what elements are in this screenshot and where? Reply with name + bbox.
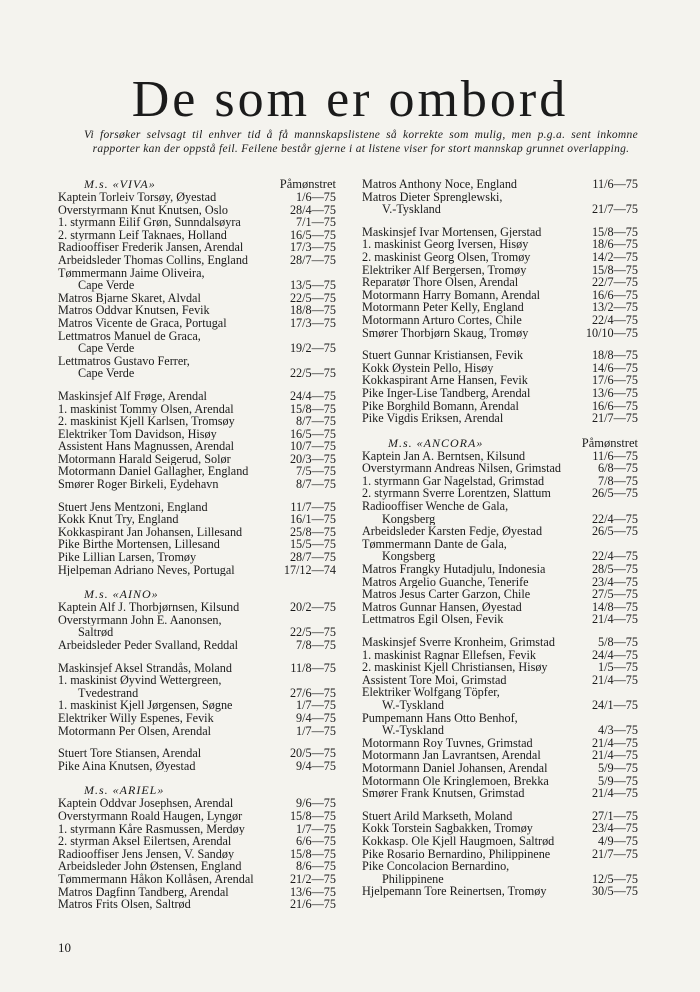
crew-name: Kaptein Torleiv Torsøy, Øyestad [58, 191, 217, 204]
crew-row [58, 254, 336, 267]
crew-row [58, 662, 336, 675]
signed-on-date: 18/6—75 [591, 237, 638, 252]
crew-name: Elektriker Wolfgang Töpfer, [362, 686, 500, 699]
signed-on-date: 1/5—75 [598, 660, 638, 675]
signed-on-date: 19/2—75 [289, 341, 336, 356]
crew-name: Kaptein Jan A. Berntsen, Kilsund [362, 449, 526, 463]
crew-name: Matros Argelio Guanche, Tenerife [362, 575, 529, 589]
signed-on-date: 11/6—75 [592, 448, 638, 463]
crew-name: Stuert Gunnar Kristiansen, Fevik [362, 349, 524, 362]
crew-name: W.-Tyskland [382, 724, 444, 737]
crew-row [362, 525, 638, 538]
crew-row [362, 178, 638, 191]
crew-name: Assistent Hans Magnussen, Arendal [58, 440, 235, 453]
crew-row [362, 203, 638, 216]
crew-name: Maskinsjef Alf Frøge, Arendal [58, 389, 207, 403]
crew-row [58, 712, 336, 725]
crew-row [362, 251, 638, 264]
signed-on-date: 16/5—75 [289, 227, 336, 242]
crew-row [58, 317, 336, 330]
crew-row [58, 390, 336, 403]
signed-on-date: 16/6—75 [591, 398, 638, 413]
crew-row [362, 835, 638, 848]
signed-on-heading: Påmønstret [581, 435, 638, 450]
signed-on-date: 6/8—75 [598, 461, 638, 476]
signed-on-date: 22/5—75 [289, 366, 336, 381]
signed-on-date: 27/6—75 [289, 685, 336, 700]
signed-on-date: 21/6—75 [289, 897, 336, 912]
crew-row [58, 687, 336, 700]
crew-name: 2. maskinist Kjell Christiansen, Hisøy [362, 661, 548, 674]
crew-name: Reparatør Thore Olsen, Arendal [362, 276, 519, 289]
crew-name: Motormann Ole Kringlemoen, Brekka [362, 774, 549, 788]
signed-on-date: 12/5—75 [591, 871, 638, 886]
signed-on-date: 27/1—75 [591, 808, 638, 823]
ship-section [58, 178, 336, 576]
crew-row [58, 848, 336, 861]
crew-row [362, 674, 638, 687]
crew-name: Tvedestrand [78, 686, 139, 700]
ship-section [58, 784, 336, 910]
ship-heading [58, 178, 336, 191]
signed-on-date: 21/4—75 [591, 735, 638, 750]
signed-on-date: 21/4—75 [591, 612, 638, 627]
signed-on-date: 15/5—75 [289, 537, 336, 552]
crew-name: Stuert Arild Markseth, Moland [362, 809, 513, 823]
crew-name: Pike Rosario Bernardino, Philippinene [362, 847, 551, 861]
signed-on-heading: Påmønstret [279, 177, 336, 191]
crew-row [58, 823, 336, 836]
signed-on-date: 22/4—75 [591, 312, 638, 327]
ship-name: M.s. «ARIEL» [84, 783, 165, 798]
signed-on-date: 21/7—75 [591, 411, 638, 426]
signed-on-date: 23/4—75 [591, 574, 638, 589]
crew-name: Stuert Tore Stiansen, Arendal [58, 747, 202, 760]
crew-name: Elektriker Alf Bergersen, Tromøy [362, 263, 527, 277]
crew-group [58, 501, 336, 577]
crew-name: Matros Vicente de Graca, Portugal [58, 316, 227, 330]
ship-heading [362, 437, 638, 450]
crew-name: Pike Inger-Lise Tandberg, Arendal [362, 386, 531, 400]
signed-on-date: 13/2—75 [591, 300, 638, 315]
crew-name: 1. maskinist Øyvind Wettergreen, [58, 674, 222, 687]
crew-row [362, 487, 638, 500]
signed-on-date: 13/5—75 [289, 278, 336, 293]
crew-row [362, 462, 638, 475]
crew-group [362, 178, 638, 216]
crew-name: Motormann Daniel Johansen, Arendal [362, 761, 548, 775]
crew-name: Matros Frits Olsen, Saltrød [58, 898, 191, 911]
crew-name: Kokk Øystein Pello, Hisøy [362, 361, 494, 375]
crew-name: Cape Verde [78, 279, 135, 292]
crew-row [362, 450, 638, 463]
crew-row [58, 478, 336, 491]
crew-row [362, 762, 638, 775]
crew-name: Arbeidsleder Karsten Fedje, Øyestad [362, 525, 543, 538]
signed-on-date: 1/6—75 [296, 190, 336, 204]
crew-name: Motormann Peter Kelly, England [362, 301, 524, 314]
crew-column-left [58, 178, 336, 923]
signed-on-date: 16/1—75 [289, 512, 336, 527]
crew-name: Motormann Harry Bomann, Arendal [362, 288, 541, 302]
crew-name: Assistent Tore Moi, Grimstad [362, 673, 507, 687]
signed-on-date: 8/6—75 [296, 859, 336, 874]
signed-on-date: 5/9—75 [598, 760, 638, 775]
crew-row [58, 216, 336, 229]
signed-on-date: 7/5—75 [296, 464, 336, 479]
signed-on-date: 15/8—75 [289, 808, 336, 823]
ship-heading [58, 784, 336, 797]
crew-row [362, 724, 638, 737]
crew-row [362, 661, 638, 674]
signed-on-date: 7/8—75 [598, 473, 638, 488]
crew-name: Kokk Torstein Sagbakken, Tromøy [362, 822, 533, 835]
signed-on-date: 6/6—75 [296, 834, 336, 849]
crew-name: Elektriker Tom Davidson, Hisøy [58, 427, 217, 441]
crew-name: Motormann Roy Tuvnes, Grimstad [362, 736, 533, 750]
signed-on-date: 25/8—75 [289, 524, 336, 539]
signed-on-date: 10/10—75 [585, 325, 638, 340]
crew-name: 2. maskinist Kjell Karlsen, Tromsøy [58, 415, 235, 428]
crew-row [362, 848, 638, 861]
crew-group [58, 601, 336, 651]
signed-on-date: 15/8—75 [289, 401, 336, 416]
crew-group [58, 797, 336, 910]
crew-row [362, 712, 638, 725]
signed-on-date: 20/2—75 [289, 600, 336, 615]
crew-name: Pike Vigdis Eriksen, Arendal [362, 412, 504, 425]
signed-on-date: 24/4—75 [289, 388, 336, 403]
signed-on-date: 26/5—75 [591, 486, 638, 501]
signed-on-date: 9/4—75 [296, 758, 336, 773]
signed-on-date: 16/5—75 [289, 426, 336, 441]
signed-on-date: 14/6—75 [591, 360, 638, 375]
crew-group [58, 747, 336, 772]
crew-group [58, 390, 336, 491]
crew-row [362, 649, 638, 662]
crew-name: Maskinsjef Ivar Mortensen, Gjerstad [362, 225, 542, 239]
crew-group [362, 810, 638, 898]
crew-row [58, 639, 336, 652]
crew-name: Kokk Knut Try, England [58, 513, 179, 526]
crew-row [362, 387, 638, 400]
crew-row [362, 500, 638, 513]
crew-name: 1. styrmann Eilif Grøn, Sunndalsøyra [58, 216, 241, 229]
crew-name: Cape Verde [78, 342, 135, 355]
signed-on-date: 9/4—75 [296, 710, 336, 725]
crew-name: Matros Frangky Hutadjulu, Indonesia [362, 563, 546, 576]
crew-row [58, 367, 336, 380]
signed-on-date: 22/5—75 [289, 625, 336, 640]
crew-row [58, 191, 336, 204]
crew-row [362, 412, 638, 425]
crew-name: Motormann Per Olsen, Arendal [58, 724, 211, 738]
signed-on-date: 13/6—75 [591, 385, 638, 400]
crew-name: Matros Dieter Sprenglewski, [362, 190, 503, 204]
signed-on-date: 21/2—75 [289, 871, 336, 886]
crew-row [362, 276, 638, 289]
signed-on-date: 22/7—75 [591, 275, 638, 290]
signed-on-date: 21/4—75 [591, 748, 638, 763]
signed-on-date: 18/8—75 [591, 348, 638, 363]
signed-on-date: 28/4—75 [289, 202, 336, 217]
crew-row [362, 749, 638, 762]
crew-row [362, 588, 638, 601]
signed-on-date: 18/8—75 [289, 303, 336, 318]
signed-on-date: 11/8—75 [290, 660, 336, 675]
crew-name: 2. styrman Aksel Eilertsen, Arendal [58, 835, 232, 848]
crew-name: Lettmatros Egil Olsen, Fevik [362, 613, 504, 626]
signed-on-date: 26/5—75 [591, 524, 638, 539]
signed-on-date: 21/7—75 [591, 202, 638, 217]
crew-row [58, 279, 336, 292]
crew-row [362, 613, 638, 626]
crew-row [58, 513, 336, 526]
crew-row [58, 747, 336, 760]
signed-on-date: 13/6—75 [289, 884, 336, 899]
ship-section [58, 588, 336, 772]
signed-on-date: 7/8—75 [296, 638, 336, 652]
crew-name: Hjelpeman Adriano Neves, Portugal [58, 563, 235, 577]
signed-on-date: 11/6—75 [592, 177, 638, 191]
crew-name: Tømmermann Håkon Kollåsen, Arendal [58, 872, 254, 886]
signed-on-date: 8/7—75 [296, 414, 336, 429]
crew-name: Overstyrmann Andreas Nilsen, Grimstad [362, 462, 562, 475]
signed-on-date: 24/4—75 [591, 647, 638, 662]
signed-on-date: 28/7—75 [289, 550, 336, 565]
signed-on-date: 20/5—75 [289, 746, 336, 761]
crew-row [362, 860, 638, 873]
crew-group [58, 191, 336, 380]
crew-name: Motormann Harald Seigerud, Solør [58, 452, 231, 466]
crew-name: Philippinene [382, 872, 444, 886]
crew-name: Overstyrmann John E. Aanonsen, [58, 613, 222, 627]
crew-name: Cape Verde [78, 367, 135, 380]
crew-group [58, 662, 336, 738]
crew-name: Arbeidsleder John Østensen, England [58, 860, 242, 873]
crew-name: Radiooffiser Jens Jensen, V. Sandøy [58, 847, 235, 861]
crew-row [58, 898, 336, 911]
signed-on-date: 5/8—75 [598, 635, 638, 649]
page-title: De som er ombord [131, 71, 569, 128]
crew-name: Motormann Arturo Cortes, Chile [362, 313, 522, 327]
signed-on-date: 28/5—75 [591, 562, 638, 577]
crew-name: Arbeidsleder Thomas Collins, England [58, 253, 249, 267]
crew-name: V.-Tyskland [382, 203, 441, 216]
crew-name: Smører Frank Knutsen, Grimstad [362, 787, 525, 800]
signed-on-date: 10/7—75 [289, 439, 336, 454]
signed-on-date: 11/7—75 [290, 499, 336, 514]
signed-on-date: 1/7—75 [296, 723, 336, 738]
crew-name: Smører Roger Birkeli, Eydehavn [58, 478, 219, 491]
signed-on-date: 4/9—75 [598, 833, 638, 848]
crew-name: Hjelpemann Tore Reinertsen, Tromøy [362, 885, 547, 898]
crew-name: Matros Bjarne Skaret, Alvdal [58, 291, 201, 305]
signed-on-date: 15/8—75 [289, 846, 336, 861]
crew-row [362, 314, 638, 327]
crew-row [58, 403, 336, 416]
crew-name: Smører Thorbjørn Skaug, Tromøy [362, 326, 529, 340]
crew-name: Matros Gunnar Hansen, Øyestad [362, 600, 522, 614]
signed-on-date: 1/7—75 [296, 698, 336, 713]
signed-on-date: 17/12—74 [283, 562, 336, 577]
signed-on-date: 21/4—75 [591, 786, 638, 801]
crew-row [362, 349, 638, 362]
signed-on-date: 17/6—75 [591, 373, 638, 388]
signed-on-date: 14/8—75 [591, 599, 638, 614]
crew-name: Kongsberg [382, 512, 436, 526]
crew-name: Pike Aina Knutsen, Øyestad [58, 759, 196, 773]
crew-row [58, 601, 336, 614]
intro-text: Vi forsøker selvsagt til enhver tid å få mannskapslistene så korrekte som mulig, men p.g.a. sent inkomne rapporter kan der oppstå feil. Feilene består gjerne i at listene viser for stort mannskap grunnet overlapping. [84, 129, 638, 155]
signed-on-date: 17/3—75 [289, 315, 336, 330]
crew-name: Lettmatros Manuel de Graca, [58, 329, 201, 343]
crew-row [58, 415, 336, 428]
ship-name: M.s. «ANCORA» [388, 435, 484, 450]
crew-row [362, 636, 638, 649]
crew-row [58, 465, 336, 478]
crew-name: Matros Oddvar Knutsen, Fevik [58, 304, 210, 317]
crew-row [362, 885, 638, 898]
crew-name: 1. maskinist Kjell Jørgensen, Søgne [58, 699, 233, 712]
crew-name: 1. maskinist Tommy Olsen, Arendal [58, 402, 234, 416]
signed-on-date: 15/8—75 [591, 262, 638, 277]
signed-on-date: 8/7—75 [296, 477, 336, 492]
signed-on-date: 14/2—75 [591, 249, 638, 264]
crew-name: Motormann Jan Lavrantsen, Arendal [362, 749, 541, 762]
crew-name: 1. maskinist Georg Iversen, Hisøy [362, 238, 529, 251]
crew-row [58, 725, 336, 738]
crew-row [362, 563, 638, 576]
crew-row [58, 699, 336, 712]
signed-on-date: 15/8—75 [591, 224, 638, 239]
crew-row [58, 835, 336, 848]
crew-name: Kokkaspirant Jan Johansen, Lillesand [58, 525, 243, 539]
crew-row [58, 453, 336, 466]
crew-row [58, 626, 336, 639]
crew-name: Saltrød [78, 626, 114, 639]
crew-group [362, 636, 638, 800]
signed-on-date: 30/5—75 [591, 884, 638, 899]
signed-on-date: 1/7—75 [296, 821, 336, 836]
crew-name: Radiooffiser Frederik Jansen, Arendal [58, 241, 244, 254]
crew-name: Pike Concolacion Bernardino, [362, 860, 510, 873]
crew-name: Tømmermann Dante de Gala, [362, 537, 507, 551]
signed-on-date: 21/4—75 [591, 672, 638, 687]
crew-name: Maskinsjef Aksel Strandås, Moland [58, 661, 232, 675]
signed-on-date: 22/4—75 [591, 511, 638, 526]
crew-name: Pike Birthe Mortensen, Lillesand [58, 538, 220, 552]
crew-row [58, 564, 336, 577]
crew-name: Maskinsjef Sverre Kronheim, Grimstad [362, 636, 555, 649]
crew-row [58, 760, 336, 773]
crew-row [58, 674, 336, 687]
crew-name: Matros Jesus Carter Garzon, Chile [362, 588, 531, 601]
crew-name: 2. styrmann Leif Taknaes, Holland [58, 228, 227, 242]
crew-row [362, 822, 638, 835]
crew-name: Kaptein Oddvar Josephsen, Arendal [58, 797, 234, 810]
ship-name: M.s. «VIVA» [84, 177, 156, 191]
crew-name: Motormann Daniel Gallagher, England [58, 465, 249, 479]
crew-group [362, 349, 638, 425]
crew-row [58, 551, 336, 564]
signed-on-date: 28/7—75 [289, 252, 336, 267]
signed-on-date: 7/1—75 [296, 215, 336, 230]
signed-on-date: 4/3—75 [598, 723, 638, 738]
crew-name: Lettmatros Gustavo Ferrer, [58, 354, 190, 368]
crew-name: Matros Anthony Noce, England [362, 178, 518, 191]
crew-name: Stuert Jens Mentzoni, England [58, 500, 208, 514]
crew-name: Overstyrmann Knut Knutsen, Oslo [58, 203, 228, 217]
crew-group [362, 450, 638, 626]
crew-row [362, 787, 638, 800]
signed-on-date: 24/1—75 [591, 697, 638, 712]
crew-name: Kongsberg [382, 550, 436, 564]
ship-section [362, 178, 638, 425]
crew-group [362, 226, 638, 339]
crew-row [58, 873, 336, 886]
crew-name: Pumpemann Hans Otto Benhof, [362, 711, 518, 725]
crew-name: Overstyrmann Roald Haugen, Lyngør [58, 809, 243, 823]
crew-name: Tømmermann Jaime Oliveira, [58, 266, 205, 280]
crew-name: 1. styrmann Gar Nagelstad, Grimstad [362, 474, 545, 488]
crew-name: 2. maskinist Georg Olsen, Tromøy [362, 250, 531, 264]
crew-name: W.-Tyskland [382, 698, 444, 712]
signed-on-date: 16/6—75 [591, 287, 638, 302]
signed-on-date: 21/7—75 [591, 846, 638, 861]
signed-on-date: 5/9—75 [598, 773, 638, 788]
crew-name: Elektriker Willy Espenes, Fevik [58, 711, 214, 725]
signed-on-date: 17/3—75 [289, 240, 336, 255]
signed-on-date: 20/3—75 [289, 451, 336, 466]
crew-row [58, 810, 336, 823]
crew-row [362, 327, 638, 340]
ship-section [362, 437, 638, 898]
signed-on-date: 23/4—75 [591, 821, 638, 836]
crew-name: Matros Dagfinn Tandberg, Arendal [58, 885, 229, 899]
signed-on-date: 22/4—75 [591, 549, 638, 564]
crew-name: Kokkaspirant Arne Hansen, Fevik [362, 374, 528, 387]
signed-on-date: 27/5—75 [591, 587, 638, 602]
crew-name: Kokkasp. Ole Kjell Haugmoen, Saltrød [362, 834, 555, 848]
crew-column-right [362, 178, 638, 910]
crew-name: 2. styrmann Sverre Lorentzen, Slattum [362, 487, 551, 501]
crew-name: 1. styrmann Kåre Rasmussen, Merdøy [58, 822, 245, 836]
crew-name: Kaptein Alf J. Thorbjørnsen, Kilsund [58, 601, 240, 614]
crew-row [58, 342, 336, 355]
crew-name: Radiooffiser Wenche de Gala, [362, 500, 509, 513]
signed-on-date: 22/5—75 [289, 290, 336, 305]
crew-name: 1. maskinist Ragnar Ellefsen, Fevik [362, 648, 536, 662]
page-number: 10 [58, 940, 71, 955]
crew-row [362, 699, 638, 712]
crew-row [58, 204, 336, 217]
crew-row [58, 440, 336, 453]
crew-name: Pike Lillian Larsen, Tromøy [58, 551, 197, 564]
crew-name: Pike Borghild Bomann, Arendal [362, 399, 519, 413]
signed-on-date: 9/6—75 [296, 796, 336, 811]
ship-name: M.s. «AINO» [84, 587, 159, 602]
crew-name: Arbeidsleder Peder Svalland, Reddal [58, 639, 239, 652]
